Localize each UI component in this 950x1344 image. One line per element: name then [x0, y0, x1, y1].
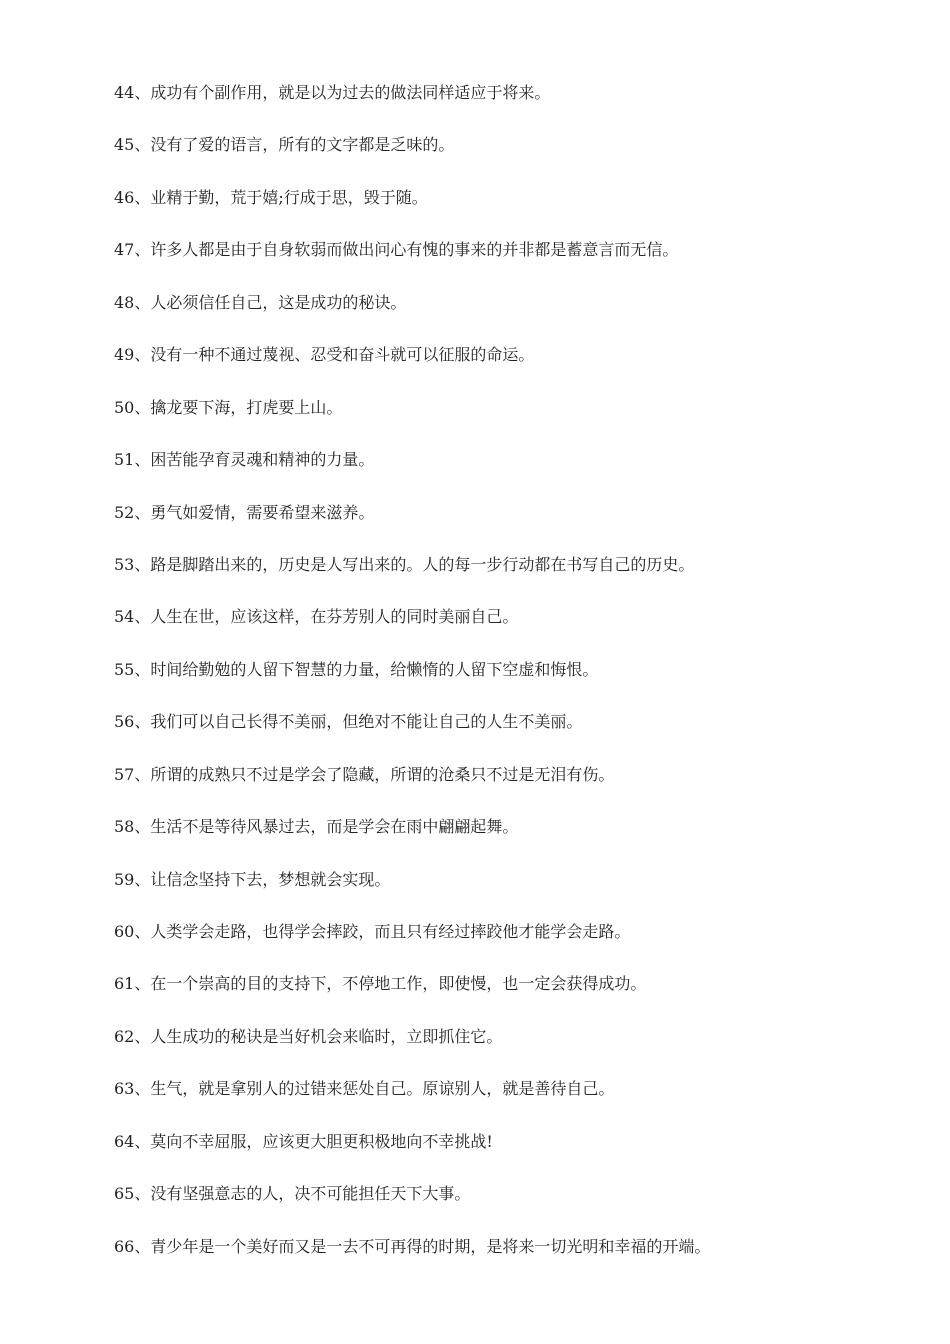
- quote-line-54: 54、人生在世，应该这样，在芬芳别人的同时美丽自己。: [114, 607, 519, 626]
- quote-line-58: 58、生活不是等待风暴过去，而是学会在雨中翩翩起舞。: [114, 817, 519, 836]
- quote-line-50: 50、擒龙要下海，打虎要上山。: [114, 398, 343, 417]
- quote-line-57: 57、所谓的成熟只不过是学会了隐藏，所谓的沧桑只不过是无泪有伤。: [114, 765, 615, 784]
- quote-line-63: 63、生气，就是拿别人的过错来惩处自己。原谅别人，就是善待自己。: [114, 1079, 615, 1098]
- quote-line-53: 53、路是脚踏出来的，历史是人写出来的。人的每一步行动都在书写自己的历史。: [114, 555, 695, 574]
- quote-line-55: 55、时间给勤勉的人留下智慧的力量，给懒惰的人留下空虚和悔恨。: [114, 660, 599, 679]
- quote-line-52: 52、勇气如爱情，需要希望来滋养。: [114, 503, 375, 522]
- quote-line-66: 66、青少年是一个美好而又是一去不可再得的时期，是将来一切光明和幸福的开端。: [114, 1237, 711, 1256]
- quote-line-61: 61、在一个崇高的目的支持下，不停地工作，即使慢，也一定会获得成功。: [114, 974, 647, 993]
- quote-line-59: 59、让信念坚持下去，梦想就会实现。: [114, 870, 391, 889]
- quote-line-49: 49、没有一种不通过蔑视、忍受和奋斗就可以征服的命运。: [114, 345, 535, 364]
- quote-line-64: 64、莫向不幸屈服，应该更大胆更积极地向不幸挑战!: [114, 1132, 493, 1151]
- quote-line-46: 46、业精于勤，荒于嬉;行成于思，毁于随。: [114, 188, 428, 207]
- quote-line-62: 62、人生成功的秘诀是当好机会来临时，立即抓住它。: [114, 1027, 503, 1046]
- quote-line-45: 45、没有了爱的语言，所有的文字都是乏味的。: [114, 135, 455, 154]
- quote-line-47: 47、许多人都是由于自身软弱而做出问心有愧的事来的并非都是蓄意言而无信。: [114, 240, 679, 259]
- quote-line-48: 48、人必须信任自己，这是成功的秘诀。: [114, 293, 407, 312]
- quote-line-51: 51、困苦能孕育灵魂和精神的力量。: [114, 450, 375, 469]
- quote-line-56: 56、我们可以自己长得不美丽，但绝对不能让自己的人生不美丽。: [114, 712, 583, 731]
- quote-line-65: 65、没有坚强意志的人，决不可能担任天下大事。: [114, 1184, 471, 1203]
- quote-line-60: 60、人类学会走路，也得学会摔跤，而且只有经过摔跤他才能学会走路。: [114, 922, 631, 941]
- quote-line-44: 44、成功有个副作用，就是以为过去的做法同样适应于将来。: [114, 83, 551, 102]
